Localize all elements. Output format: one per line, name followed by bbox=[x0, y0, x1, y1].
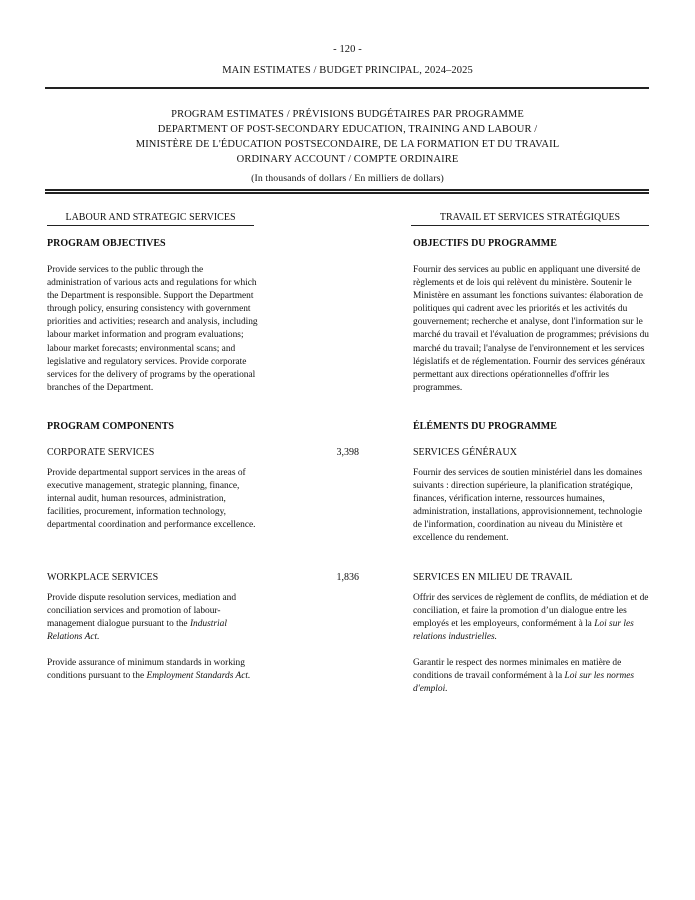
corporate-services-text-french: Fournir des services de soutien ministériel dans les domaines suivants : direction supérieure, la planification stratégique, finances, vérification interne, ressources humaines, administration, installations, approvisionnement, technologie de l'information, coordination au niveau du Ministère et excellence du rendement. bbox=[413, 468, 643, 544]
workplace-text-2-plain: Provide assurance of minimum standards in working conditions pursuant to the bbox=[47, 658, 245, 682]
corporate-services-title-french: SERVICES GÉNÉRAUX bbox=[413, 447, 517, 458]
loi-relations-industrielles: Loi sur les relations industrielles. bbox=[413, 619, 634, 643]
section-title-english: LABOUR AND STRATEGIC SERVICES bbox=[47, 212, 254, 226]
workplace-services-text-english-2 bbox=[47, 657, 259, 683]
components-heading-english: PROGRAM COMPONENTS bbox=[47, 421, 174, 432]
header-rule bbox=[45, 87, 649, 89]
heading-units: (In thousands of dollars / En milliers de dollars) bbox=[251, 173, 444, 184]
workplace-services-text-french-1 bbox=[413, 592, 649, 644]
corporate-services-title-english: CORPORATE SERVICES bbox=[47, 447, 155, 458]
objectives-heading-french: OBJECTIFS DU PROGRAMME bbox=[413, 238, 557, 249]
heading-rule-bottom bbox=[45, 192, 649, 194]
heading-line-4: ORDINARY ACCOUNT / COMPTE ORDINAIRE bbox=[236, 154, 459, 165]
corporate-services-text-english: Provide departmental support services in the areas of executive management, strategic planning, finance, internal audit, human resources, administration, facilities, procurement, information technology, departmental coordination and performance excellence. bbox=[47, 468, 256, 531]
loi-normes-emploi: Loi sur les normes d'emploi. bbox=[413, 671, 635, 695]
industrial-relations-act: Industrial Relations Act. bbox=[47, 619, 227, 643]
components-heading-french: ÉLÉMENTS DU PROGRAMME bbox=[413, 421, 557, 432]
workplace-services-title-english: WORKPLACE SERVICES bbox=[47, 572, 159, 583]
objectives-text-french: Fournir des services au public en appliquant une diversité de règlements et de lois qui relèvent du ministère. Soutenir le Ministère en assumant les fonctions suivantes: élaboration de politiques qui cadrent avec les priorités et les activités du gouvernement; recherche et analyse, dont l'information sur le marché du travail et l'évaluation de programmes; prévisions du marché du travail; l'analyse de l'environnement et les services législatifs et de réglementation. Fournir des services généraux permettant aux directions opérationnelles d'offrir les programmes. bbox=[413, 265, 649, 393]
workplace-services-text-french-2 bbox=[413, 657, 649, 696]
workplace-text-1-plain-fr: Offrir des services de règlement de conflits, de médiation et de conciliation, et faire la promotion d’un dialogue entre les employés et les employeurs, conformément à la bbox=[413, 593, 649, 630]
workplace-services-text-english-1 bbox=[47, 592, 259, 644]
workplace-services-title-french: SERVICES EN MILIEU DE TRAVAIL bbox=[413, 572, 573, 583]
objectives-heading-english: PROGRAM OBJECTIVES bbox=[47, 238, 166, 249]
section-title-french: TRAVAIL ET SERVICES STRATÉGIQUES bbox=[411, 212, 649, 226]
document-title: MAIN ESTIMATES / BUDGET PRINCIPAL, 2024–2025 bbox=[222, 65, 473, 76]
heading-line-2: DEPARTMENT OF POST-SECONDARY EDUCATION, TRAINING AND LABOUR / bbox=[157, 124, 538, 135]
workplace-text-1-plain: Provide dispute resolution services, mediation and conciliation services and promotion of labour-management dialogue pursuant to the bbox=[47, 593, 237, 630]
corporate-services-amount: 3,398 bbox=[336, 447, 359, 458]
objectives-text-english: Provide services to the public through the administration of various acts and regulations for which the Department is responsible. Support the Department through policy, ensuring consistency with government priorities and activities; research and analysis, including labour market information and program evaluations; labour market forecasts; environmental scans; and legislative and regulatory services. Provide corporate services for the delivery of programs by the operational branches of the Department. bbox=[47, 265, 258, 393]
heading-rule-top bbox=[45, 189, 649, 191]
heading-line-3: MINISTÈRE DE L'ÉDUCATION POSTSECONDAIRE, DE LA FORMATION ET DU TRAVAIL bbox=[135, 139, 560, 150]
heading-line-1: PROGRAM ESTIMATES / PRÉVISIONS BUDGÉTAIRES PAR PROGRAMME bbox=[171, 109, 524, 120]
workplace-services-amount: 1,836 bbox=[336, 572, 359, 583]
page-number: - 120 - bbox=[333, 44, 362, 55]
workplace-text-2-plain-fr: Garantir le respect des normes minimales en matière de conditions de travail conformément à la bbox=[413, 658, 622, 682]
employment-standards-act: Employment Standards Act. bbox=[146, 671, 251, 682]
